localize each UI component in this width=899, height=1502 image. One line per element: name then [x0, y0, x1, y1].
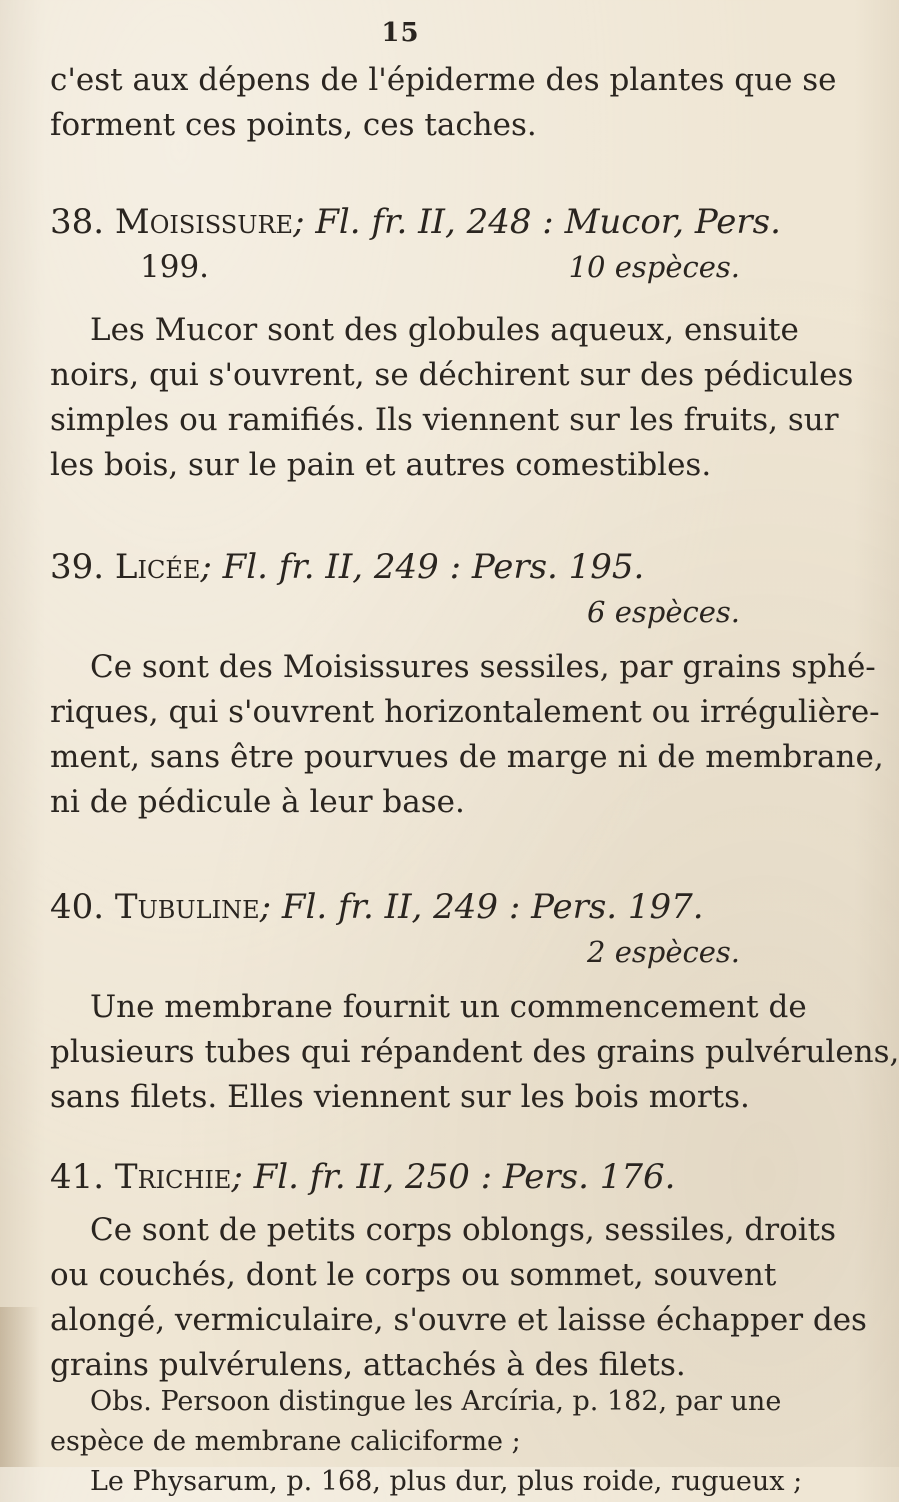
entry-count: 6 espèces. [587, 595, 740, 629]
entry-number: 41. [50, 1157, 105, 1197]
entry-heading [50, 1155, 750, 1200]
desc-line: simples ou ramifiés. Ils viennent sur les fruits, sur [50, 402, 839, 438]
entry-number: 40. [50, 887, 105, 927]
desc-line: Une membrane fournit un commencement de [90, 989, 807, 1025]
entry-count: 10 espèces. [568, 250, 740, 284]
entry-39 [50, 545, 884, 825]
entry-number: 38. [50, 202, 105, 242]
entry-ref-continuation [50, 245, 750, 290]
desc-line: Ce sont de petits corps oblongs, sessiles, droits [90, 1212, 837, 1248]
entry-count: 2 espèces. [587, 935, 740, 969]
entry-heading [50, 200, 781, 245]
entry-number: 39. [50, 547, 105, 587]
entry-38 [50, 200, 854, 488]
obs-line: Le Physarum, p. 168, plus dur, plus roide, rugueux ; [90, 1466, 803, 1497]
entry-name: Licée [114, 547, 201, 587]
entry-name: Tubuline [114, 887, 260, 927]
desc-line: alongé, vermiculaire, s'ouvre et laisse échapper des [50, 1302, 867, 1338]
desc-line: ou couchés, dont le corps ou sommet, souvent [50, 1257, 777, 1293]
desc-line: sans filets. Elles viennent sur les bois morts. [50, 1079, 750, 1115]
entry-heading [50, 885, 750, 930]
text-line: forment ces points, ces taches. [50, 107, 537, 143]
page-number: 15 [381, 18, 420, 48]
desc-line: riques, qui s'ouvrent horizontalement ou irrégulière- [50, 694, 880, 730]
entry-41 [50, 1155, 867, 1388]
entry-reference: ; Fl. fr. II, 249 : Pers. 195. [200, 547, 645, 587]
page-edge-shadow [0, 1307, 40, 1467]
entry-heading [50, 545, 750, 590]
entry-name: Trichie [114, 1157, 232, 1197]
desc-line: grains pulvérulens, attachés à des filets. [50, 1347, 686, 1383]
desc-line: noirs, qui s'ouvrent, se déchirent sur des pédicules [50, 357, 854, 393]
obs-line: espèce de membrane caliciforme ; [50, 1426, 521, 1457]
entry-reference: ; Fl. fr. II, 249 : Pers. 197. [259, 887, 704, 927]
entry-reference: ; Fl. fr. II, 250 : Pers. 176. [231, 1157, 676, 1197]
observation-note [50, 1382, 803, 1502]
text-line: c'est aux dépens de l'épiderme des plantes que se [50, 62, 837, 98]
intro-paragraph [50, 58, 837, 148]
desc-line: Ce sont des Moisissures sessiles, par grains sphé- [90, 649, 876, 685]
entry-name: Moisissure [114, 202, 294, 242]
desc-line: plusieurs tubes qui répandent des grains pulvérulens, [50, 1034, 899, 1070]
desc-line: Les Mucor sont des globules aqueux, ensuite [90, 312, 799, 348]
desc-line: les bois, sur le pain et autres comestibles. [50, 447, 712, 483]
desc-line: ment, sans être pourvues de marge ni de membrane, [50, 739, 884, 775]
entry-40 [50, 885, 899, 1120]
entry-ref-cont: 199. [140, 249, 210, 285]
entry-reference: ; Fl. fr. II, 248 : Mucor, Pers. [293, 202, 781, 242]
desc-line: ni de pédicule à leur base. [50, 784, 465, 820]
obs-line: Obs. Persoon distingue les Arcíria, p. 182, par une [90, 1386, 782, 1417]
